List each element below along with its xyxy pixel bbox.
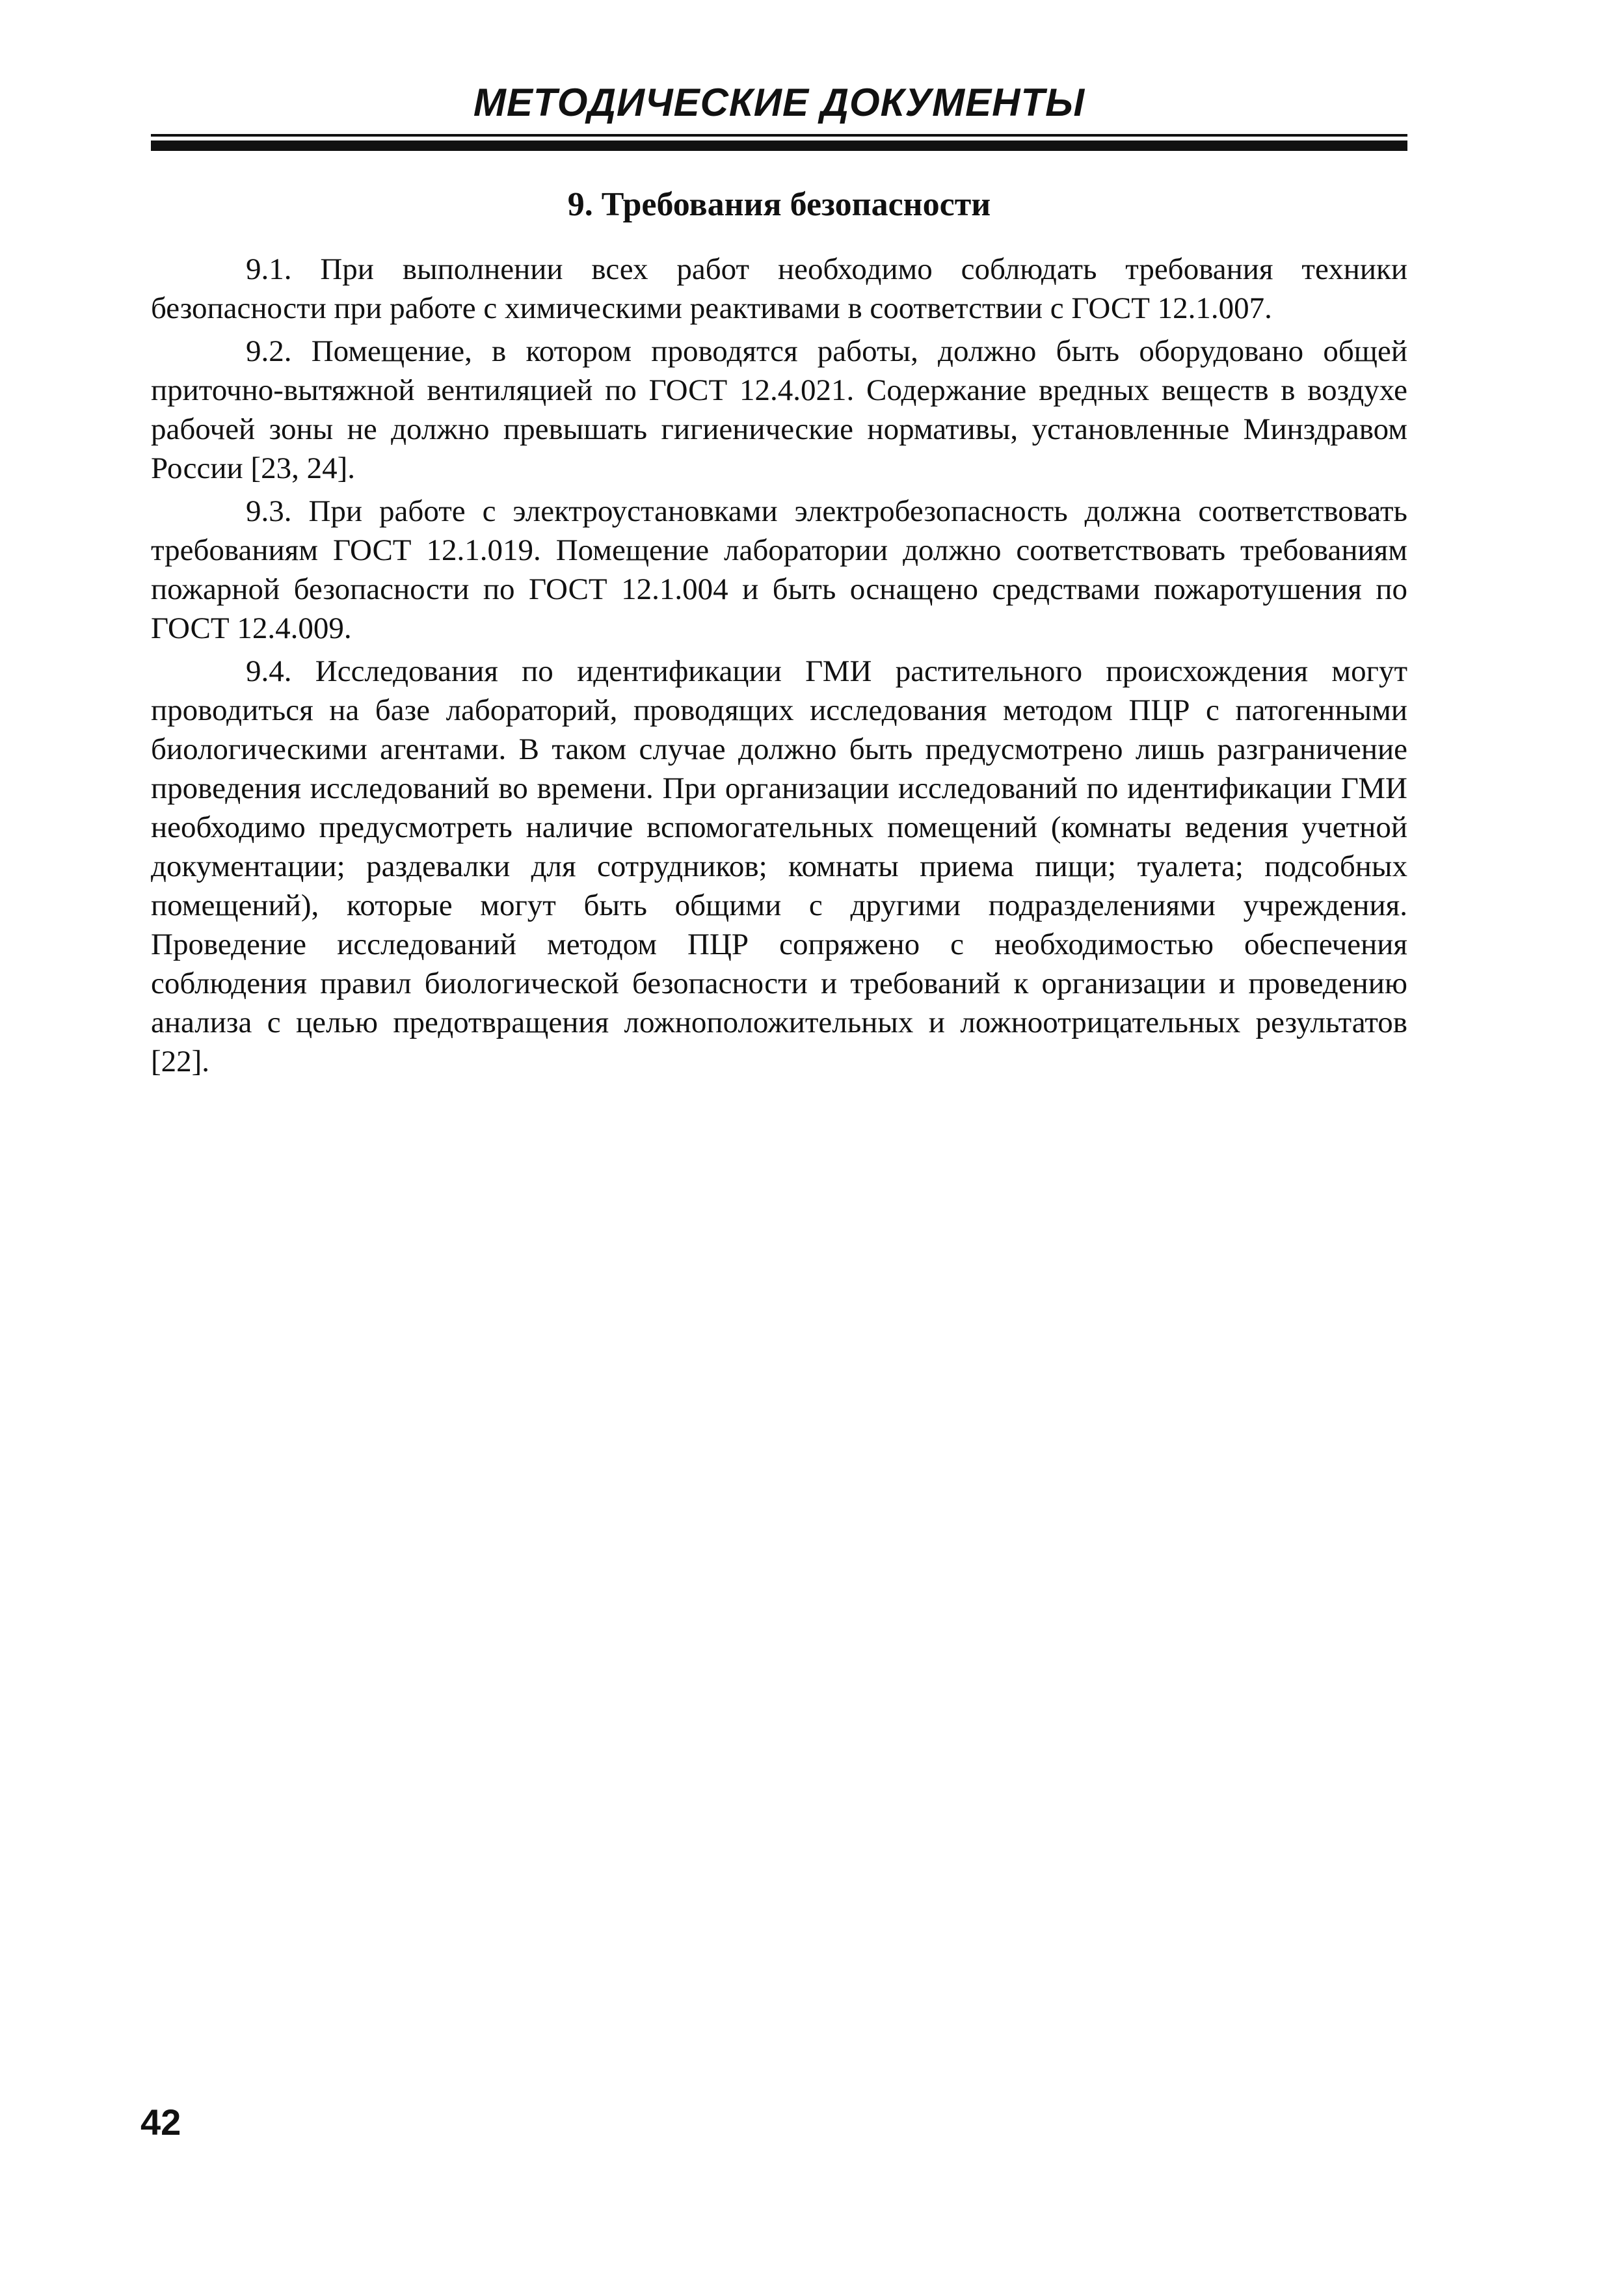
paragraph-9-4: 9.4. Исследования по идентификации ГМИ растительного происхождения могут проводиться на базе лабораторий, проводящих исследования методом ПЦР с патогенными биологическими агентами. В таком случае должно быть предусмотрено лишь разграничение проведения исследований во времени. При организации исследований по идентификации ГМИ необходимо предусмотреть наличие вспомогательных помещений (комнаты ведения учетной документации; раздевалки для сотрудников; комнаты приема пищи; туалета; подсобных помещений), которые могут быть общими с другими подразделениями учреждения. Проведение исследований методом ПЦР сопряжено с необходимостью обеспечения соблюдения правил биологической безопасности и требований к организации и проведению анализа с целью предотвращения ложноположительных и ложноотрицательных результатов [22].: [151, 654, 1407, 1078]
running-header-title: МЕТОДИЧЕСКИЕ ДОКУМЕНТЫ: [473, 81, 1085, 124]
section-heading: 9. Требования безопасности: [567, 186, 991, 223]
paragraph-9-2: 9.2. Помещение, в котором проводятся работы, должно быть оборудовано общей приточно-вытяжной вентиляцией по ГОСТ 12.4.021. Содержание вредных веществ в воздухе рабочей зоны не должно превышать гигиенические нормативы, установленные Минздравом России [23, 24].: [151, 334, 1407, 485]
paragraph-9-3: 9.3. При работе с электроустановками электробезопасность должна соответствовать требованиям ГОСТ 12.1.019. Помещение лаборатории должно соответствовать требованиям пожарной безопасности по ГОСТ 12.1.004 и быть оснащено средствами пожаротушения по ГОСТ 12.4.009.: [151, 494, 1407, 645]
page-number: 42: [140, 2102, 181, 2143]
main-content: [151, 170, 1407, 1085]
paragraph-9-1: 9.1. При выполнении всех работ необходимо соблюдать требования техники безопасности при работе с химическими реактивами в соответствии с ГОСТ 12.1.007.: [151, 252, 1407, 325]
running-header: [151, 77, 1407, 148]
header-rule-thick: [151, 140, 1407, 151]
header-rule-thin: [151, 134, 1407, 137]
